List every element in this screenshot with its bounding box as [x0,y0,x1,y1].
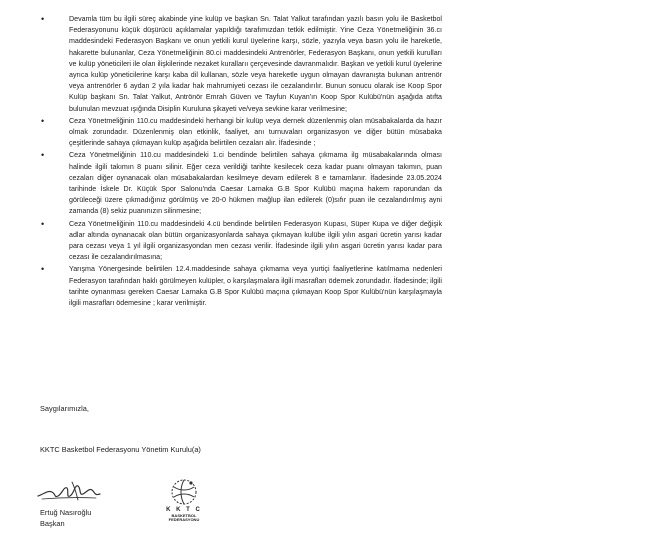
bullet-text: Ceza Yönetmeliğinin 110.cu maddesindeki 4.cü bendinde belirtilen Federasyon Kupası, Süper Kupa ve diğer değişik adlar altında oynanacak olan bütün organizasyonlarda sahaya çıkmayan kulübe ilgili yılın asgari ücretin yarısı kadar para cezası veya 1 yıl ilgili organizasyondan men cezası verilir. İfadesinde ilgili yılın asgari ücretin yarısı kadar para cezası ile cezalandırılmasına; [69,219,442,262]
bullet-text: Devamla tüm bu ilgili süreç akabinde yine kulüp ve başkan Sn. Talat Yalkut tarafından yazılı basın yolu ile Basketbol Federasyonunu küçük düşürücü açıklamalar yapıldığı tarafımızdan tetkik edilmiştir. Yine Ceza Yönetmeliğinin 36.cı maddesindeki Federasyon Başkanı ve onun yetkili kurul üyelerine karşı, sözle, yazıyla veya basın yolu ile hareketle, hakarette bulunanlar, Ceza Yönetmeliğinin 80.ci maddesindeki Antrenörler, Federasyon Başkanı, onun yetkili kurulları ve kulüp yöneticileri ile olan ilişkilerinde nezaket kurallarıı çerçevesinde davranmalıdır. Başkan ve yetkili kurul üyelerine ayrıca kulüp yöneticilerine karşı kaba dil kullanan, sözle veya hareketle uygun olmayan davranışta bulunan antrenör veya antrenörler 6 aydan 2 yıla kadar hak mahrumiyeti cezası ile cezalandırılır. Bunun sonucu olarak ise Koop Spor Kulüp başkanı Sn. Talat Yalkut, Antrönör Emrah Güven ve Tayfun Kuyan'ın Koop Spor Kulübü'nün aşağıda atıfta bulunulan mevzuat ışığında Disiplin Kuruluna şikayeti ve/veya sevkine karar verilmesine; [69,15,442,113]
logo-line2: FEDERASYONU [168,516,200,522]
bullet-dot-icon: • [41,264,45,275]
signer-title: Başkan [40,519,65,528]
bullet-list [40,14,442,310]
signer-name: Ertuğ Nasıroğlu [40,508,92,517]
signature-image [34,474,104,506]
logo-acronym: K K T C [166,507,202,513]
list-item [40,264,442,309]
bullet-text: Ceza Yönetmeliğinin 110.cu maddesindeki 1.ci bendinde belirtilen sahaya çıkmama ilg müsabakalarında olması halinde ilgili takımın 8 puanı silinir. Eğer ceza verildiği tarihte kesilecek ceza kadar puanı olmayan takımın, puan cezaları diğer oynanacak olan müsabakalardan kesilmeye devam edilerek 8 e tamamlanır. İfadesinde 23.05.2024 tarihinde İskele Dr. Küçük Spor Salonu'nda Caesar Larnaka G.B Spor Kulübü maçına hakem raporundan da görüleceği üzere çıkmadığınız görülmüş ve 20-0 hükmen mağlup ilan edilerek (0)sıfır puan ile cezalandırılmış ayni zamanda (8) sekiz puanınızın silinmesine; [69,151,442,216]
list-item [40,150,442,217]
logo-line1: BASKETBOL [171,512,197,518]
bullet-dot-icon: • [41,14,45,24]
council-name: KKTC Basketbol Federasyonu Yönetim Kurulu(a) [40,445,201,454]
logo-text [160,507,208,522]
closing-salutation: Saygılarımızla, [40,404,89,413]
bullet-dot-icon: • [41,150,45,161]
bullet-dot-icon: • [41,218,45,229]
list-item [40,14,442,115]
list-item [40,116,442,150]
bullet-dot-icon: • [41,115,45,126]
list-item [40,219,442,264]
bullet-text: Ceza Yönetmeliğinin 110.cu maddesindeki herhangi bir kulüp veya dernek düzenlenmiş olan müsabakalarda da hazır olmak zorundadır. Düzenlenmiş olan etkinlik, faaliyet, anı turnuvaları organizasyon ve diğer bütün müsabaka çeşitlerinde sahaya çıkmayan kulüp aşağıda belirtilen cezaları alır. İfadesinde ; [69,116,442,148]
bullet-text: Yarışma Yönergesinde belirtilen 12.4.maddesinde sahaya çıkmama veya yurtiçi faaliyetlerine katılmama nedenleri Federasyon tarafından haklı görülmeyen kulüpler, o karşılaşmalara ilgili masrafları ödemek zorundadır. İfadesinde; ilgili tarihte oynanması gereken Caesar Larnaka G.B Spor Kulübü maçına çıkmayan Koop Spor Kulübü'nün karşılaşmayla ilgili masrafları ödemesine ; karar verilmiştir. [69,265,442,308]
